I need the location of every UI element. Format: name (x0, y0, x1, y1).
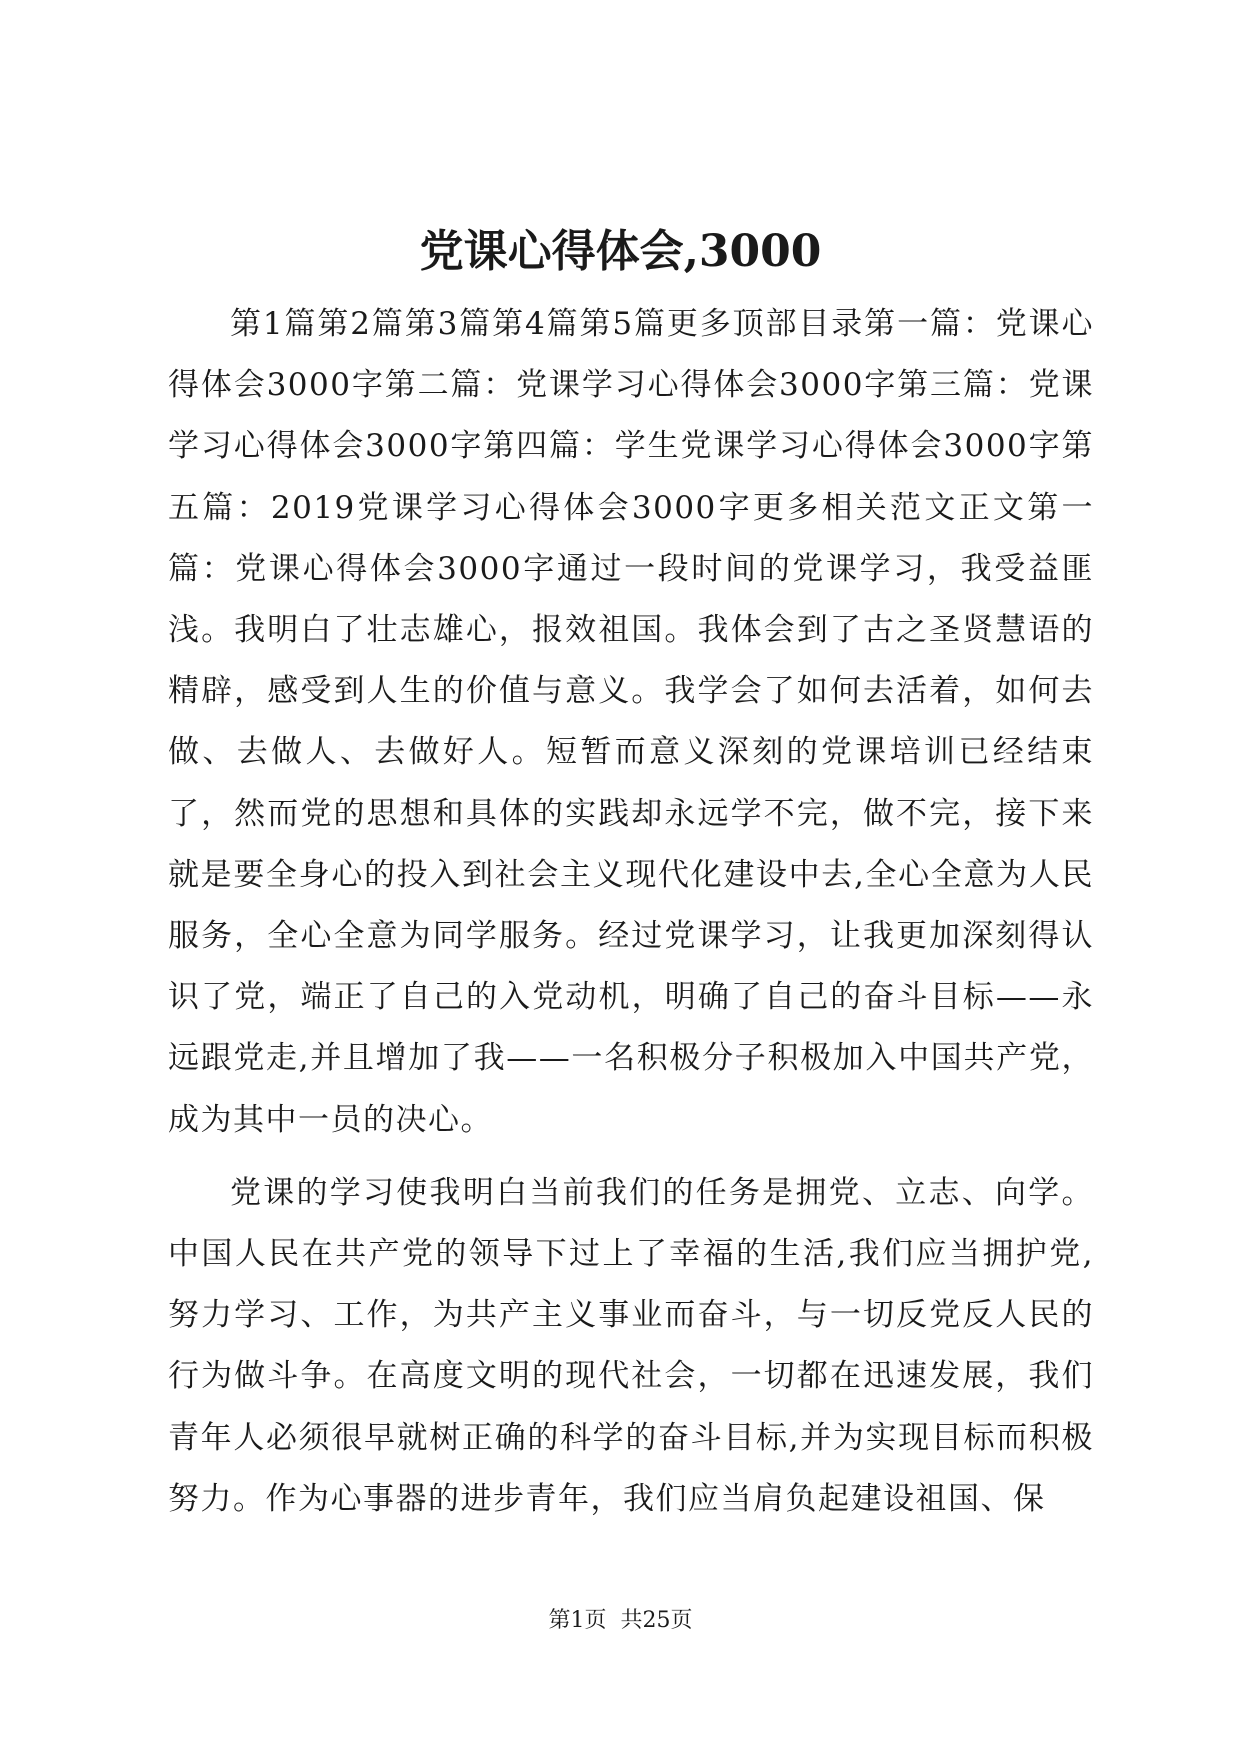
document-title: 党课心得体会,3000 (419, 226, 822, 277)
document-body (168, 294, 1094, 1530)
body-paragraph-2: 党课的学习使我明白当前我们的任务是拥党、立志、向学。中国人民在共产党的领导下过上了幸福的生活,我们应当拥护党,努力学习、工作，为共产主义事业而奋斗，与一切反党反人民的行为做斗争。在高度文明的现代社会，一切都在迅速发展，我们青年人必须很早就树正确的科学的奋斗目标,并为实现目标而积极努力。作为心事器的进步青年，我们应当肩负起建设祖国、保 (168, 1174, 1094, 1517)
page-number-current: 第1页 (548, 1608, 607, 1633)
body-paragraph-1: 第1篇第2篇第3篇第4篇第5篇更多顶部目录第一篇：党课心得体会3000字第二篇：党课学习心得体会3000字第三篇：党课学习心得体会3000字第四篇：学生党课学习心得体会3000字第五篇：2019党课学习心得体会3000字更多相关范文正文第一篇：党课心得体会3000字通过一段时间的党课学习，我受益匪浅。我明白了壮志雄心，报效祖国。我体会到了古之圣贤慧语的精辟，感受到人生的价值与意义。我学会了如何去活着，如何去做、去做人、去做好人。短暂而意义深刻的党课培训已经结束了，然而党的思想和具体的实践却永远学不完，做不完，接下来就是要全身心的投入到社会主义现代化建设中去,全心全意为人民服务，全心全意为同学服务。经过党课学习，让我更加深刻得认识了党，端正了自己的入党动机，明确了自己的奋斗目标——永远跟党走,并且增加了我——一名积极分子积极加入中国共产党，成为其中一员的决心。 (168, 306, 1094, 1138)
page-footer (0, 1606, 1241, 1636)
page-number-total: 共25页 (620, 1608, 693, 1633)
